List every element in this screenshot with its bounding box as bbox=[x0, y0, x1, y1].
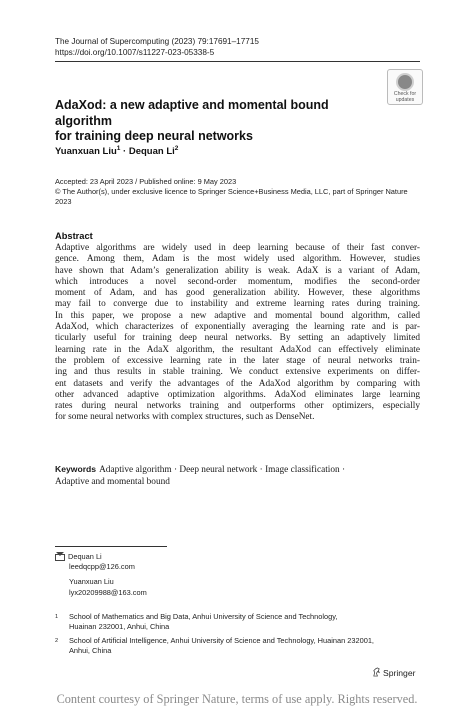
journal-citation: The Journal of Supercomputing (2023) 79:17691–17715 bbox=[55, 37, 259, 46]
abstract-line: other advanced adaptive optimization algorithms. AdaXod eliminates large learning bbox=[55, 389, 420, 400]
check-for-updates-label: Check for updates bbox=[393, 91, 417, 103]
keywords-text: Adaptive algorithm · Deep neural network · Image classification · bbox=[99, 465, 346, 475]
header-rule bbox=[55, 61, 420, 62]
check-for-updates-badge[interactable] bbox=[387, 69, 423, 105]
keywords-text: Adaptive and momental bound bbox=[55, 476, 170, 487]
abstract-line: moment of Adam, and has good generalization ability. However, these algorithms bbox=[55, 288, 420, 299]
affiliation-number: 2 bbox=[55, 638, 59, 644]
copyright-year: 2023 bbox=[55, 197, 72, 206]
abstract-line: Adaptive algorithms are widely used in deep learning because of their fast conver- bbox=[55, 243, 420, 253]
abstract-line: the problem of excessive learning rate in the later stage of neural networks train- bbox=[55, 355, 420, 366]
abstract-heading: Abstract bbox=[55, 231, 93, 241]
keywords-label: Keywords bbox=[55, 464, 97, 474]
contact-email[interactable]: lyx20209988@163.com bbox=[69, 587, 147, 597]
author-affiliation-marker: 2 bbox=[174, 145, 179, 152]
abstract-line: In this paper, we propose a new adaptive and momental bound algorithm, called bbox=[55, 310, 420, 321]
accepted-published-dates: Accepted: 23 April 2023 / Published online: 9 May 2023 bbox=[55, 177, 237, 186]
doi-link[interactable]: https://doi.org/10.1007/s11227-023-05338-5 bbox=[55, 48, 215, 57]
abstract-line: which introduces a novel second-order momentum, modifies the second-order bbox=[55, 276, 420, 287]
author-name[interactable]: Yuanxuan Liu bbox=[55, 146, 117, 158]
affiliation-number: 1 bbox=[55, 614, 59, 620]
abstract-line: AdaXod, which characterizes of exponentially averaging the learning rate and is par- bbox=[55, 322, 420, 333]
paper-title: AdaXod: a new adaptive and momental bound algorithm for training deep neural networks bbox=[55, 98, 329, 143]
keywords-section bbox=[55, 464, 420, 488]
affiliation-text: Anhui, China bbox=[69, 646, 112, 656]
footnote-rule bbox=[55, 546, 167, 547]
corresponding-contacts bbox=[55, 552, 147, 598]
publisher-name: Springer bbox=[383, 668, 416, 678]
envelope-icon bbox=[55, 554, 65, 561]
abstract-line: ing and thus results in stable training. We conduct extensive experiments on differ- bbox=[55, 367, 420, 378]
abstract-line: learning rate in the AdaX algorithm, the resultant AdaXod can effectively eliminate bbox=[55, 344, 420, 355]
springer-horse-icon bbox=[372, 667, 381, 677]
author-affiliation-marker: 1 bbox=[116, 145, 121, 152]
author-separator: · bbox=[120, 146, 129, 158]
affiliation-2 bbox=[55, 636, 425, 656]
author-name[interactable]: Dequan Li bbox=[128, 146, 175, 158]
abstract-line: rates during neural networks training and outperforms other optimizers, especially bbox=[55, 401, 420, 412]
crossmark-icon bbox=[396, 73, 414, 91]
abstract-line: may fail to converge due to instability and extreme learning rates during training. bbox=[55, 299, 420, 310]
publication-dates bbox=[55, 177, 425, 207]
springer-logo bbox=[372, 667, 415, 678]
abstract-line: have shown that Adam’s generalization ability is weak. AdaX is a variant of Adam, bbox=[55, 265, 420, 276]
abstract-line: gence. Among them, Adam is the most widely used algorithm. However, studies bbox=[55, 254, 420, 265]
abstract-line: for some neural networks with complex structures, such as DenseNet. bbox=[55, 412, 315, 423]
courtesy-notice: Content courtesy of Springer Nature, terms of use apply. Rights reserved. bbox=[56, 692, 418, 706]
abstract-line: ticularly useful for training deep neural networks. By setting an adaptively limited bbox=[55, 333, 420, 344]
abstract-line: ent datasets and verify the advantages of the AdaXod algorithm by comparing with bbox=[55, 378, 420, 389]
abstract-body bbox=[55, 243, 420, 424]
affiliation-text: Huainan 232001, Anhui, China bbox=[69, 622, 170, 632]
contact-name: Yuanxuan Liu bbox=[69, 577, 114, 587]
contact-email[interactable]: leedqcpp@126.com bbox=[69, 562, 135, 572]
affiliation-text: School of Mathematics and Big Data, Anhui University of Science and Technology, bbox=[69, 612, 338, 621]
journal-header bbox=[55, 36, 259, 58]
affiliation-1 bbox=[55, 612, 425, 632]
copyright-notice: © The Author(s), under exclusive licence to Springer Science+Business Media, LLC, part of Springer Nature bbox=[55, 187, 408, 196]
affiliation-text: School of Artificial Intelligence, Anhui University of Science and Technology, Huainan 232001, bbox=[69, 636, 374, 645]
author-list bbox=[55, 145, 178, 157]
contact-name: Dequan Li bbox=[68, 552, 102, 561]
